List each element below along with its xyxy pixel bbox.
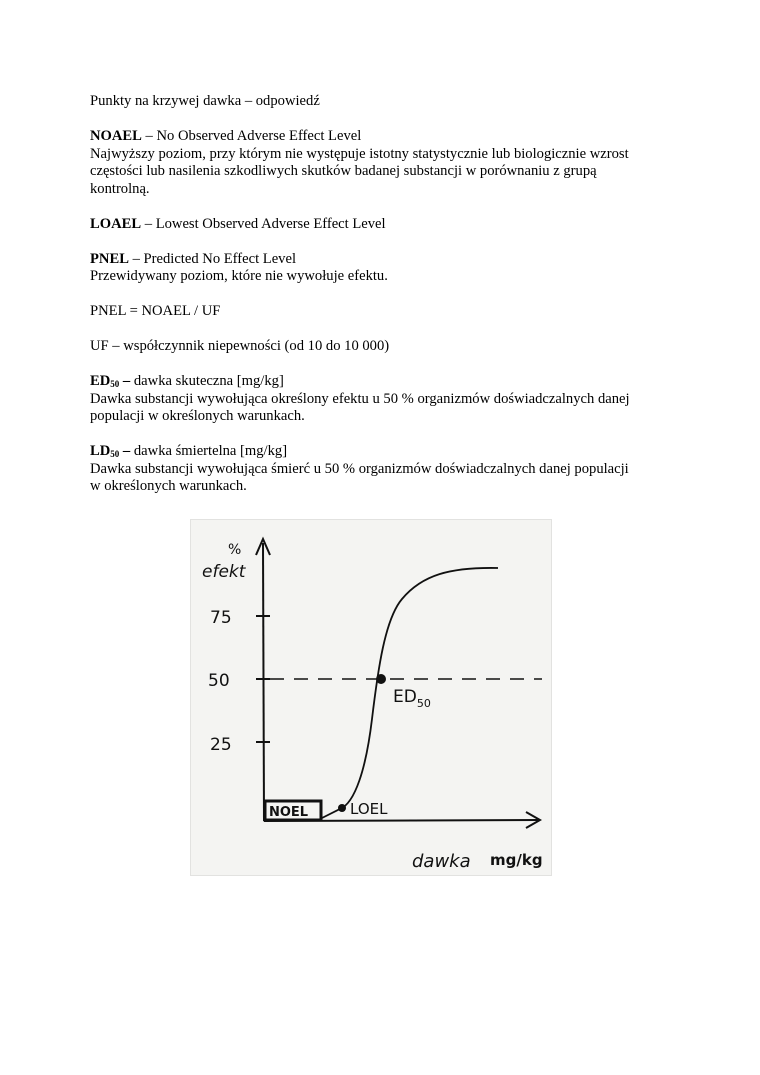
ld50-subscript: 50 — [110, 449, 120, 459]
x-axis-label: dawka — [412, 851, 471, 872]
loael-section — [90, 216, 680, 234]
x-axis-unit: mg/kg — [490, 851, 543, 869]
ld50-section — [90, 443, 680, 496]
ed50-desc-line: Dawka substancji wywołująca określony efektu u 50 % organizmów doświadczalnych danej — [90, 390, 630, 407]
ed50-desc-line: populacji w określonych warunkach. — [90, 408, 305, 424]
document-title: Punkty na krzywej dawka – odpowiedź — [90, 93, 320, 109]
ld50-fullname: dawka śmiertelna [mg/kg] — [130, 443, 288, 459]
noael-heading — [90, 128, 680, 146]
y-axis-label: efekt — [202, 562, 246, 582]
loel-label: LOEL — [350, 800, 388, 818]
y-tick-label-75: 75 — [210, 608, 232, 628]
noael-desc-line: kontrolną. — [90, 180, 150, 197]
noael-abbr: NOAEL — [90, 128, 142, 144]
ld50-abbr: $LD_{50}$ – — [90, 443, 131, 459]
ed50-fullname: dawka skuteczna [mg/kg] — [130, 373, 284, 389]
pnel-fullname: – Predicted No Effect Level — [128, 250, 297, 267]
ed50-abbr: $ED_{50}$ – — [90, 373, 131, 389]
loael-abbr: LOAEL — [90, 215, 142, 232]
ed50-point — [376, 674, 386, 684]
loael-heading — [90, 216, 680, 234]
noel-label: NOEL — [269, 805, 309, 820]
pnel-section — [90, 251, 680, 286]
y-tick-label-50: 50 — [208, 671, 230, 691]
loael-fullname: – Lowest Observed Adverse Effect Level — [141, 215, 386, 232]
ed50-label-subscript: 50 — [416, 697, 431, 710]
noael-section — [90, 128, 680, 198]
document-body — [90, 93, 680, 513]
dose-response-sketch — [190, 519, 552, 876]
sketch-svg — [190, 519, 552, 876]
pnel-abbr: PNEL — [90, 250, 129, 267]
noael-desc-line: Najwyższy poziom, przy którym nie występuje istotny statystycznie lub biologicznie wzrost — [90, 145, 629, 162]
pnel-desc: Przewidywany poziom, które nie wywołuje efektu. — [90, 268, 388, 284]
noael-desc-line: częstości lub nasilenia szkodliwych skutków badanej substancji w porównaniu z grupą — [90, 163, 597, 179]
ld50-desc-line: w określonych warunkach. — [90, 478, 247, 494]
uf-definition: UF – współczynnik niepewności (od 10 do 10 000) — [90, 338, 390, 354]
ed50-subscript: 50 — [110, 379, 120, 389]
ld50-heading — [90, 443, 680, 461]
noael-fullname: – No Observed Adverse Effect Level — [141, 128, 362, 144]
loel-point — [338, 804, 346, 812]
ed50-heading — [90, 373, 680, 391]
ed50-label: $ED_{50}$ — [393, 687, 431, 710]
pnel-formula: PNEL = NOAEL / UF — [90, 303, 221, 319]
pnel-heading — [90, 251, 680, 269]
y-tick-label-25: 25 — [210, 735, 232, 755]
y-axis-unit: % — [228, 542, 242, 558]
y-axis — [263, 543, 264, 821]
ed50-section — [90, 373, 680, 426]
ld50-desc-line: Dawka substancji wywołująca śmierć u 50 % organizmów doświadczalnych danej populacji — [90, 460, 629, 477]
